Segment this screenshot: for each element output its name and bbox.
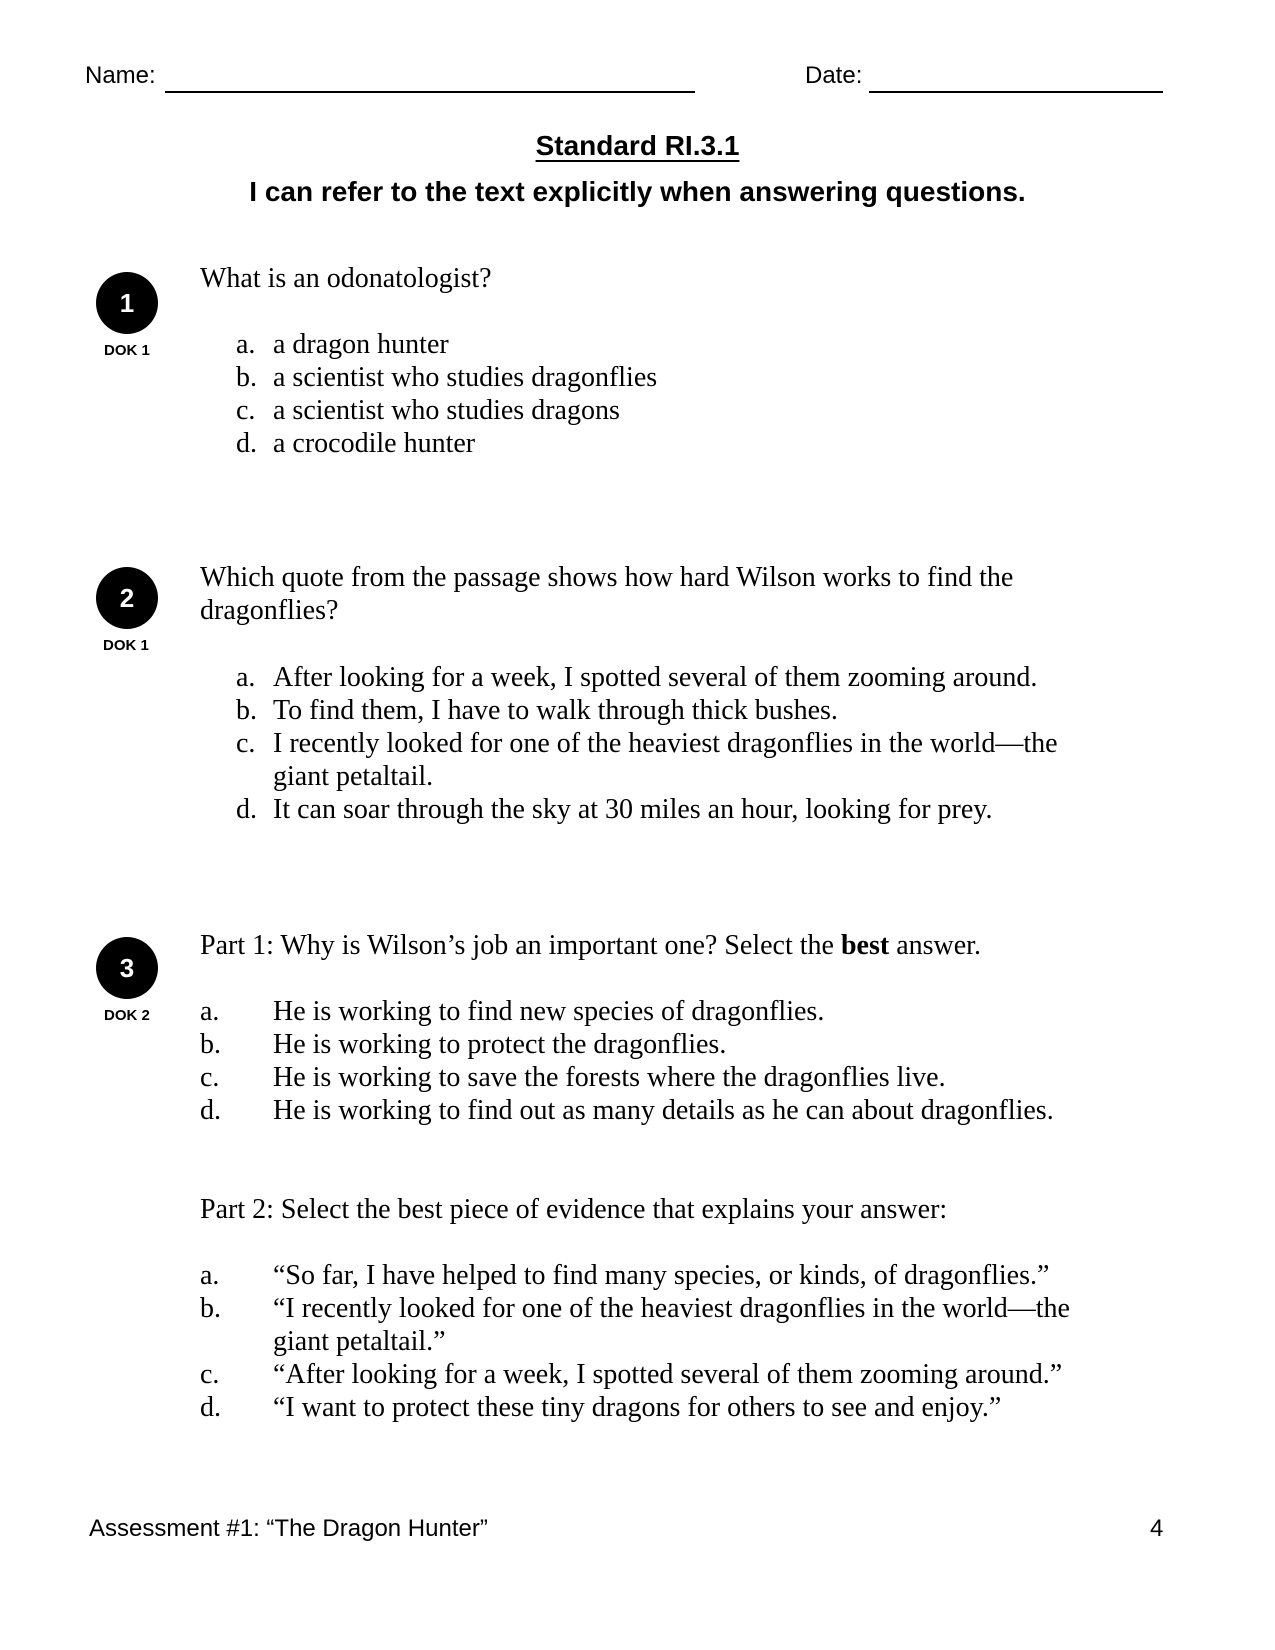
option-letter: a.	[236, 662, 256, 693]
option-text: After looking for a week, I spotted several of them zooming around.	[273, 662, 1038, 693]
option-letter: d.	[236, 794, 257, 825]
option-letter: c.	[200, 1062, 220, 1093]
option-text: a scientist who studies dragonflies	[273, 362, 658, 393]
option-text: It can soar through the sky at 30 miles an hour, looking for prey.	[273, 794, 993, 825]
option-text: He is working to find out as many details as he can about dragonflies.	[273, 1095, 1054, 1126]
option-letter: c.	[200, 1359, 220, 1390]
option-letter: b.	[236, 695, 257, 726]
option-letter: b.	[236, 362, 257, 393]
question-prompt-part2: Part 2: Select the best piece of evidence that explains your answer:	[200, 1194, 948, 1225]
option-letter: b.	[200, 1293, 221, 1324]
option-text: To find them, I have to walk through thick bushes.	[273, 695, 838, 726]
question-number-badge: 1	[96, 272, 158, 334]
option-text: I recently looked for one of the heaviest dragonflies in the world—the giant petaltail.	[273, 728, 1058, 792]
option-letter: b.	[200, 1029, 221, 1060]
date-label: Date:	[805, 62, 863, 89]
standard-title: Standard RI.3.1	[535, 130, 740, 161]
option-letter: d.	[236, 428, 257, 459]
date-field[interactable]	[869, 91, 1163, 93]
name-field[interactable]	[165, 91, 695, 93]
option-letter: c.	[236, 395, 256, 426]
dok-label: DOK 1	[104, 342, 150, 359]
option-letter: d.	[200, 1392, 221, 1423]
page-number: 4	[1150, 1515, 1164, 1542]
option-letter: a.	[200, 1260, 220, 1291]
question-prompt-part1: Part 1: Why is Wilson’s job an important one? Select the best answer.	[200, 930, 981, 961]
option-text: He is working to find new species of dragonflies.	[273, 996, 825, 1027]
question-number-badge: 2	[96, 567, 158, 629]
question-number-badge: 3	[96, 937, 158, 999]
option-text: a crocodile hunter	[273, 428, 476, 459]
option-letter: d.	[200, 1095, 221, 1126]
option-text: a dragon hunter	[273, 329, 449, 360]
option-letter: a.	[236, 329, 256, 360]
question-prompt: Which quote from the passage shows how hard Wilson works to find the dragonflies?	[200, 562, 1014, 626]
option-text: “I want to protect these tiny dragons for others to see and enjoy.”	[273, 1392, 1002, 1423]
footer-assessment-title: Assessment #1: “The Dragon Hunter”	[89, 1515, 488, 1542]
option-text: He is working to save the forests where the dragonflies live.	[273, 1062, 946, 1093]
name-label: Name:	[85, 62, 156, 89]
option-text: “I recently looked for one of the heaviest dragonflies in the world—the giant petaltail.”	[273, 1293, 1070, 1357]
option-text: He is working to protect the dragonflies.	[273, 1029, 727, 1060]
option-text: a scientist who studies dragons	[273, 395, 620, 426]
option-letter: c.	[236, 728, 256, 759]
dok-label: DOK 2	[104, 1007, 150, 1024]
question-prompt: What is an odonatologist?	[200, 263, 492, 294]
option-letter: a.	[200, 996, 220, 1027]
option-text: “After looking for a week, I spotted several of them zooming around.”	[273, 1359, 1063, 1390]
option-text: “So far, I have helped to find many species, or kinds, of dragonflies.”	[273, 1260, 1050, 1291]
standard-subtitle: I can refer to the text explicitly when answering questions.	[249, 176, 1026, 207]
dok-label: DOK 1	[103, 637, 149, 654]
